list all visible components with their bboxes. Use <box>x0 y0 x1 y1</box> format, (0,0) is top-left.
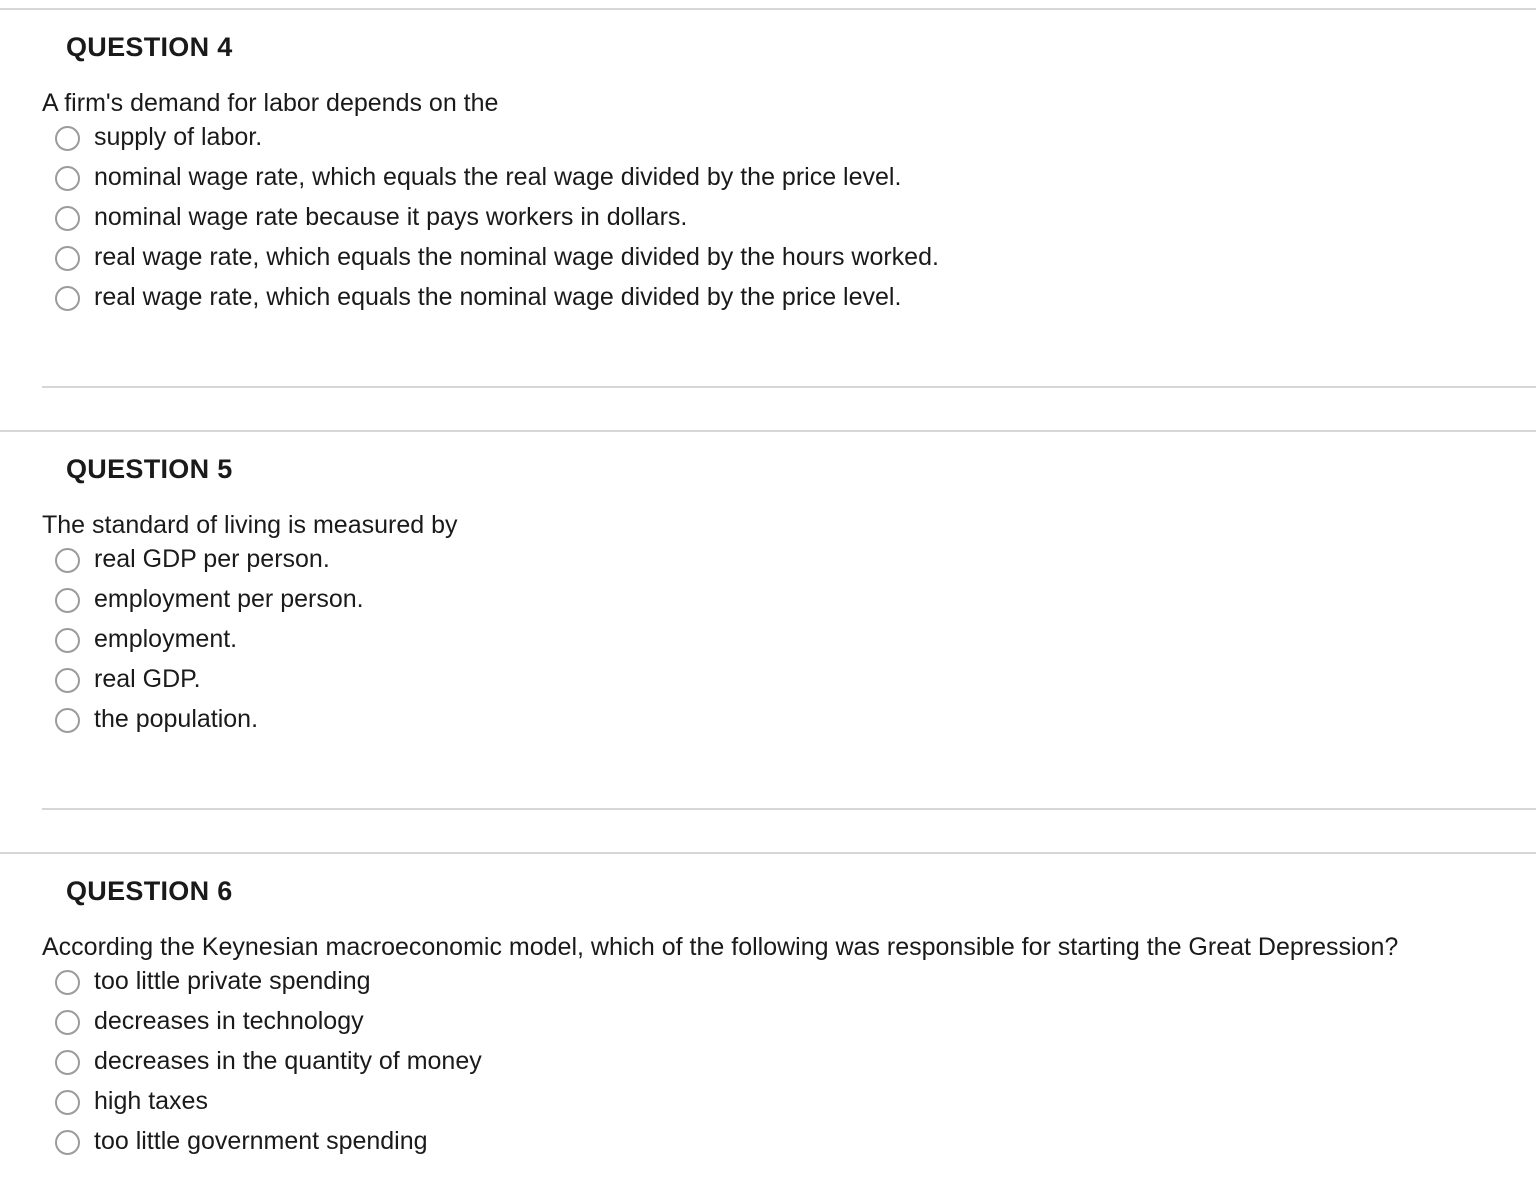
answer-option[interactable] <box>0 1046 1536 1086</box>
radio-button[interactable] <box>55 1010 80 1035</box>
divider <box>0 8 1536 10</box>
radio-button[interactable] <box>55 548 80 573</box>
answer-option[interactable] <box>0 242 1536 282</box>
answer-option-label[interactable]: supply of labor. <box>94 123 263 151</box>
answer-option[interactable] <box>0 664 1536 704</box>
answer-option[interactable] <box>0 1006 1536 1046</box>
divider <box>0 430 1536 432</box>
answer-option-label[interactable]: real wage rate, which equals the nominal wage divided by the hours worked. <box>94 243 939 271</box>
answer-option[interactable] <box>0 704 1536 744</box>
answer-option-label[interactable]: employment. <box>94 625 238 653</box>
radio-button[interactable] <box>55 1130 80 1155</box>
answer-option[interactable] <box>0 1086 1536 1126</box>
answer-option[interactable] <box>0 584 1536 624</box>
radio-button[interactable] <box>55 166 80 191</box>
radio-button[interactable] <box>55 286 80 311</box>
answer-option[interactable] <box>0 202 1536 242</box>
answer-option-label[interactable]: real GDP. <box>94 665 201 693</box>
answer-option-label[interactable]: decreases in technology <box>94 1007 364 1035</box>
radio-button[interactable] <box>55 628 80 653</box>
answer-option[interactable] <box>0 122 1536 162</box>
radio-button[interactable] <box>55 970 80 995</box>
answer-option-label[interactable]: real GDP per person. <box>94 545 330 573</box>
radio-button[interactable] <box>55 588 80 613</box>
question-title: QUESTION 5 <box>66 454 233 484</box>
answer-option-label[interactable]: real wage rate, which equals the nominal wage divided by the price level. <box>94 283 902 311</box>
question-prompt: A firm's demand for labor depends on the <box>42 89 499 117</box>
answer-option-label[interactable]: too little private spending <box>94 967 371 995</box>
question-block-4 <box>0 8 1536 428</box>
answer-option-label[interactable]: employment per person. <box>94 585 364 613</box>
divider <box>42 386 1536 388</box>
radio-button[interactable] <box>55 126 80 151</box>
answer-option-label[interactable]: high taxes <box>94 1087 208 1115</box>
radio-button[interactable] <box>55 708 80 733</box>
radio-button[interactable] <box>55 1050 80 1075</box>
question-title: QUESTION 6 <box>66 876 233 906</box>
radio-button[interactable] <box>55 246 80 271</box>
answer-option-label[interactable]: nominal wage rate, which equals the real wage divided by the price level. <box>94 163 902 191</box>
question-title: QUESTION 4 <box>66 32 233 62</box>
answer-option-label[interactable]: nominal wage rate because it pays workers in dollars. <box>94 203 688 231</box>
answer-option[interactable] <box>0 162 1536 202</box>
radio-button[interactable] <box>55 1090 80 1115</box>
answer-option[interactable] <box>0 282 1536 322</box>
radio-button[interactable] <box>55 668 80 693</box>
question-block-5 <box>0 430 1536 850</box>
answer-option-label[interactable]: too little government spending <box>94 1127 428 1155</box>
divider <box>0 852 1536 854</box>
answer-option[interactable] <box>0 624 1536 664</box>
answer-option-label[interactable]: the population. <box>94 705 259 733</box>
answer-option[interactable] <box>0 544 1536 584</box>
answer-option-label[interactable]: decreases in the quantity of money <box>94 1047 482 1075</box>
question-prompt: According the Keynesian macroeconomic model, which of the following was responsible for starting the Great Depression? <box>42 933 1399 961</box>
question-prompt: The standard of living is measured by <box>42 511 458 539</box>
radio-button[interactable] <box>55 206 80 231</box>
question-block-6 <box>0 852 1536 1182</box>
answer-option[interactable] <box>0 966 1536 1006</box>
answer-option[interactable] <box>0 1126 1536 1166</box>
divider <box>42 808 1536 810</box>
